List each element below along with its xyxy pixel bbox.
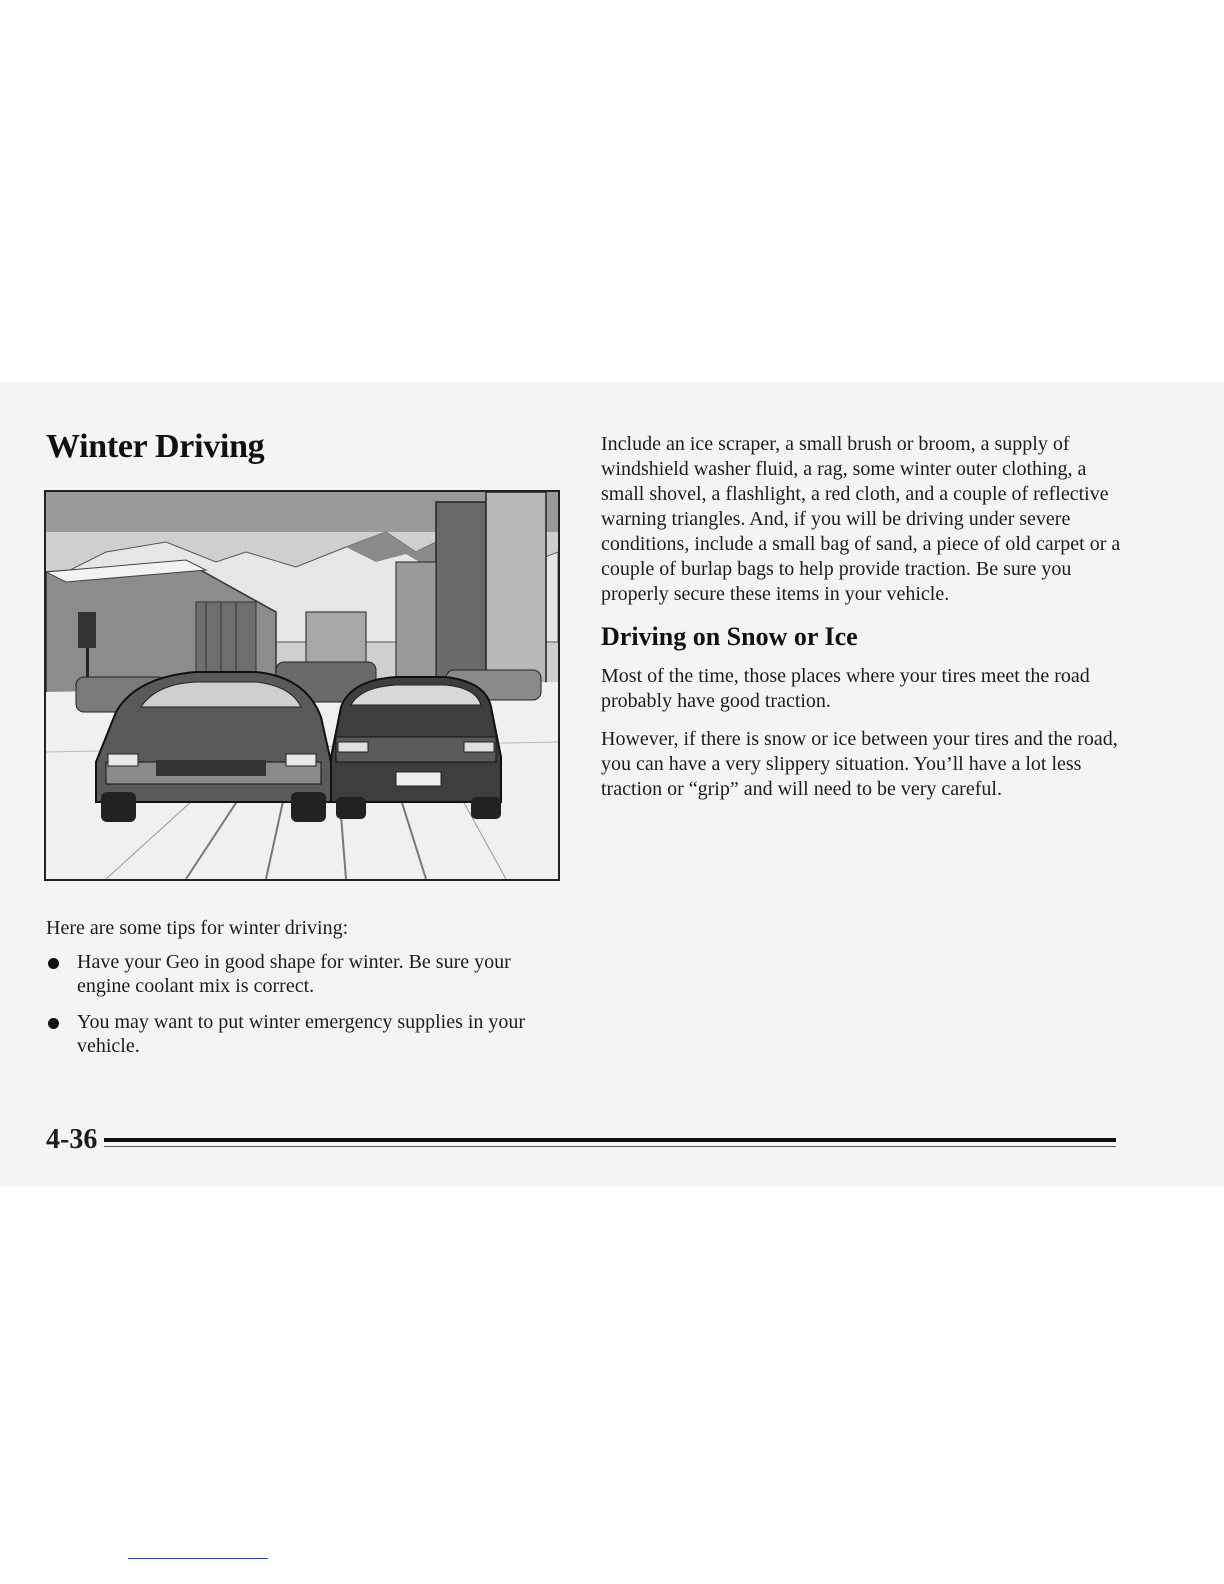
traction-paragraph: Most of the time, those places where your tires meet the road probably have good traction. <box>601 665 1090 712</box>
list-item-text: You may want to put winter emergency supplies in your vehicle. <box>77 1011 526 1057</box>
link-underline[interactable] <box>128 1558 268 1559</box>
footer-rule-thin <box>104 1146 1116 1147</box>
tips-list <box>46 950 546 1070</box>
page-title: Winter Driving <box>46 428 265 465</box>
winter-street-scene-illustration <box>44 490 560 881</box>
page-number: 4-36 <box>46 1124 98 1155</box>
list-item <box>46 950 546 998</box>
bullet-icon <box>48 1018 59 1029</box>
bullet-icon <box>48 958 59 969</box>
supplies-paragraph: Include an ice scraper, a small brush or broom, a supply of windshield washer fluid, a rag, some winter outer clothing, a small shovel, a flashlight, a red cloth, and a couple of reflective warning triangles. And, if you will be driving under severe conditions, include a small bag of sand, a piece of old carpet or a couple of burlap bags to help provide traction. Be sure you properly secure these items in your vehicle. <box>601 433 1121 605</box>
intro-text: Here are some tips for winter driving: <box>46 917 349 939</box>
section-heading: Driving on Snow or Ice <box>601 622 858 651</box>
footer-rule <box>104 1138 1116 1142</box>
list-item-text: Have your Geo in good shape for winter. Be sure your engine coolant mix is correct. <box>77 951 511 997</box>
list-item <box>46 1010 546 1058</box>
slippery-paragraph: However, if there is snow or ice between your tires and the road, you can have a very slippery situation. You’ll have a lot less traction or “grip” and will need to be very careful. <box>601 728 1118 800</box>
right-column <box>601 432 1121 815</box>
